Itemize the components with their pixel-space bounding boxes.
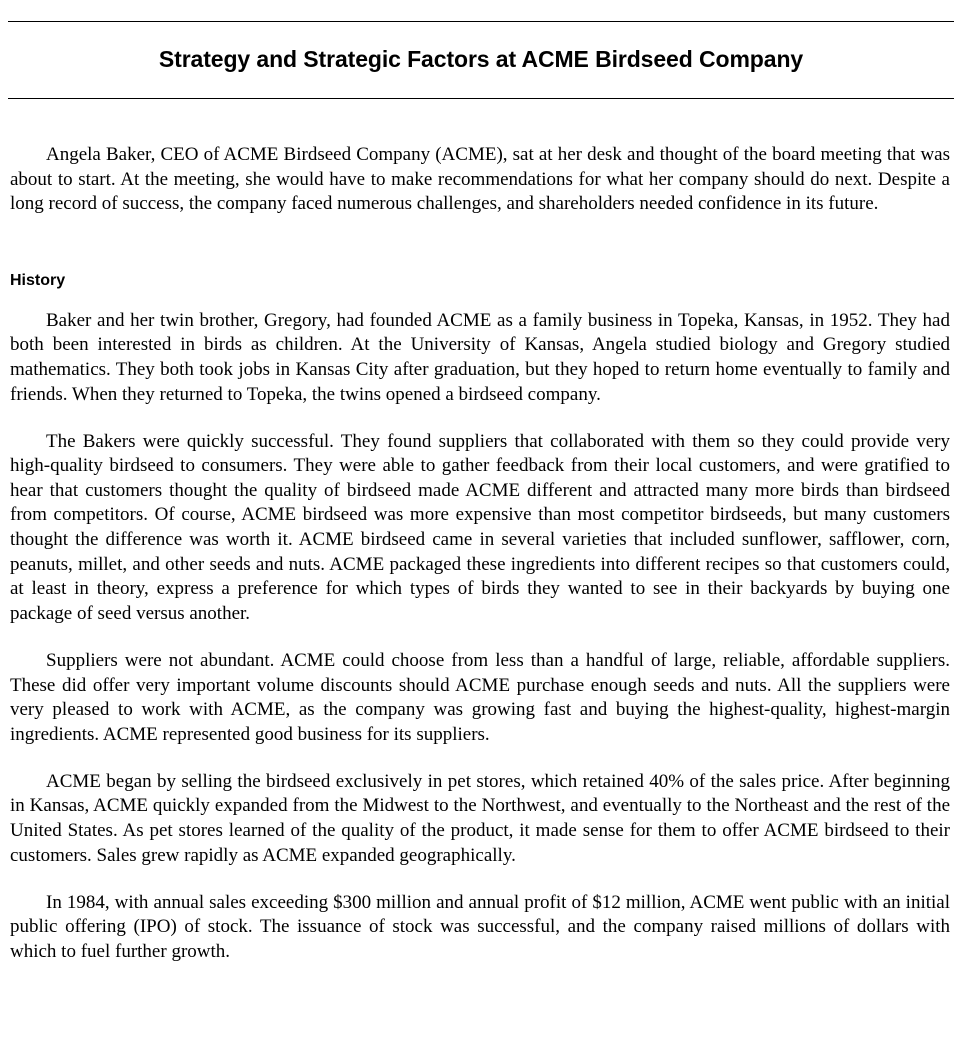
body-paragraph: ACME began by selling the birdseed exclusively in pet stores, which retained 40% of the sales price. After beginning in Kansas, ACME quickly expanded from the Midwest to the Northwest, and eventually to the Northeast and the rest of the United States. As pet stores learned of the quality of the product, it made sense for them to offer ACME birdseed to their customers. Sales grew rapidly as ACME expanded geographically. <box>10 770 950 866</box>
body-paragraph: Baker and her twin brother, Gregory, had founded ACME as a family business in Topeka, Kansas, in 1952. They had both been interested in birds as children. At the University of Kansas, Angela studied biology and Gregory studied mathematics. They both took jobs in Kansas City after graduation, but they hoped to return home eventually to family and friends. When they returned to Topeka, the twins opened a birdseed company. <box>10 309 950 405</box>
document-body <box>10 143 950 987</box>
body-paragraph: Suppliers were not abundant. ACME could choose from less than a handful of large, reliable, affordable suppliers. These did offer very important volume discounts should ACME purchase enough seeds and nuts. All the suppliers were very pleased to work with ACME, as the company was growing fast and buying the highest-quality, highest-margin ingredients. ACME represented good business for its suppliers. <box>10 649 950 745</box>
section-heading: History <box>10 271 66 289</box>
document-title: Strategy and Strategic Factors at ACME Birdseed Company <box>158 46 804 72</box>
body-paragraph: The Bakers were quickly successful. They found suppliers that collaborated with them so they could provide very high-quality birdseed to consumers. They were able to gather feedback from their local customers, and were gratified to hear that customers thought the quality of birdseed made ACME different and attracted many more birds than birdseed from competitors. Of course, ACME birdseed was more expensive than most competitor birdseeds, but many customers thought the difference was worth it. ACME birdseed came in several varieties that included sunflower, safflower, corn, peanuts, millet, and other seeds and nuts. ACME packaged these ingredients into different recipes so that customers could, at least in theory, express a preference for which types of birds they wanted to see in their backyards by buying one package of seed versus another. <box>10 430 950 624</box>
title-block <box>8 21 954 99</box>
history-section <box>10 271 950 965</box>
intro-paragraph: Angela Baker, CEO of ACME Birdseed Company (ACME), sat at her desk and thought of the board meeting that was about to start. At the meeting, she would have to make recommendations for what her company should do next. Despite a long record of success, the company faced numerous challenges, and shareholders needed confidence in its future. <box>10 144 950 215</box>
body-paragraph: In 1984, with annual sales exceeding $300 million and annual profit of $12 million, ACME went public with an initial public offering (IPO) of stock. The issuance of stock was successful, and the company raised millions of dollars with which to fuel further growth. <box>10 891 950 962</box>
